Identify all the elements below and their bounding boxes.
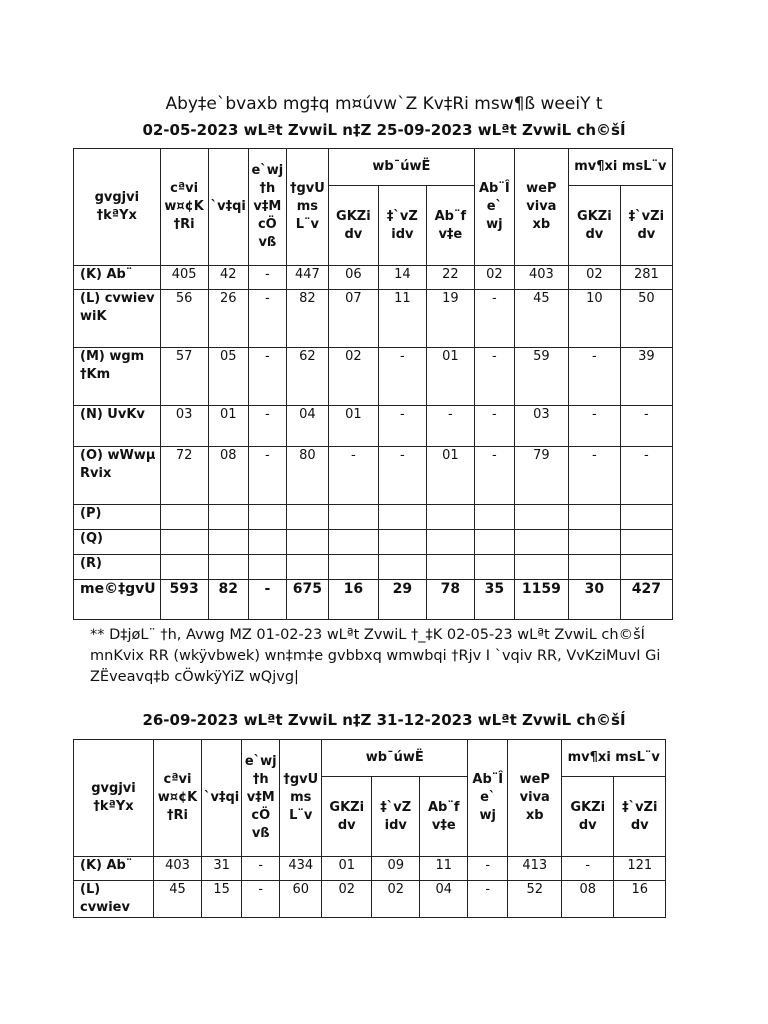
- row-label: (N) UvKv: [74, 406, 161, 447]
- total-cell: 78: [426, 580, 474, 620]
- header-evidence-two-sided: ‡`vZi dv: [614, 777, 666, 857]
- table-cell: 45: [154, 881, 202, 918]
- header-transfer-in: e`wj †h v‡M cÖ vß: [248, 149, 286, 266]
- total-cell: 82: [208, 580, 248, 620]
- header-total: †gvU ms L¨v: [286, 149, 328, 266]
- total-cell: 16: [328, 580, 378, 620]
- table-cell: -: [474, 290, 514, 348]
- table-cell: 16: [614, 881, 666, 918]
- header-evidence-one-sided: GKZi dv: [568, 186, 620, 266]
- header-evidence-two-sided: ‡`vZi dv: [620, 186, 672, 266]
- table-cell: -: [248, 447, 286, 505]
- table-cell: [620, 530, 672, 555]
- table-cell: 82: [286, 290, 328, 348]
- header-transfer-out: Ab¨Î e` wj: [474, 149, 514, 266]
- table-cell: 72: [160, 447, 208, 505]
- total-cell: 593: [160, 580, 208, 620]
- table-cell: 31: [202, 857, 242, 881]
- row-label: (M) wgm †Km: [74, 348, 161, 406]
- table-cell: 01: [208, 406, 248, 447]
- table-cell: [568, 505, 620, 530]
- table-cell: -: [248, 348, 286, 406]
- table-cell: 56: [160, 290, 208, 348]
- table-cell: 45: [514, 290, 568, 348]
- table-cell: 07: [328, 290, 378, 348]
- table-cell: 11: [378, 290, 426, 348]
- table-row: [74, 290, 673, 348]
- table-row: [74, 447, 673, 505]
- table-cell: -: [328, 447, 378, 505]
- table-cell: 01: [426, 348, 474, 406]
- header-pending: weP viva xb: [508, 740, 562, 857]
- total-cell: 30: [568, 580, 620, 620]
- table-cell: [248, 555, 286, 580]
- table-cell: [208, 505, 248, 530]
- row-label: (Q): [74, 530, 161, 555]
- table-cell: -: [620, 447, 672, 505]
- table-cell: [208, 555, 248, 580]
- table-cell: -: [248, 406, 286, 447]
- table-cell: -: [242, 881, 280, 918]
- total-cell: -: [248, 580, 286, 620]
- table-cell: 01: [322, 857, 372, 881]
- table-cell: [248, 530, 286, 555]
- table-cell: 19: [426, 290, 474, 348]
- header-disposal-group: wb¯úwË: [322, 740, 468, 777]
- table-cell: [568, 555, 620, 580]
- header-disposal-contested: GKZi dv: [322, 777, 372, 857]
- table-cell: 03: [514, 406, 568, 447]
- table-cell: 281: [620, 266, 672, 290]
- table-cell: [568, 530, 620, 555]
- table-cell: 01: [426, 447, 474, 505]
- header-disposal-other: Ab¨f v‡e: [426, 186, 474, 266]
- table-cell: 02: [328, 348, 378, 406]
- row-label: (K) Ab¨: [74, 857, 154, 881]
- table-cell: 434: [280, 857, 322, 881]
- table-cell: -: [620, 406, 672, 447]
- table-cell: [378, 505, 426, 530]
- table-cell: [474, 505, 514, 530]
- total-cell: 1159: [514, 580, 568, 620]
- table-cell: -: [568, 447, 620, 505]
- table-cell: 15: [202, 881, 242, 918]
- table-cell: [378, 555, 426, 580]
- row-label: (O) wWwµ Rvix: [74, 447, 161, 505]
- table-cell: 59: [514, 348, 568, 406]
- table-cell: 22: [426, 266, 474, 290]
- table-cell: -: [378, 447, 426, 505]
- header-disposal-other: Ab¨f v‡e: [420, 777, 468, 857]
- table-cell: [160, 530, 208, 555]
- table-cell: 80: [286, 447, 328, 505]
- table-cell: [286, 505, 328, 530]
- header-total: †gvU ms L¨v: [280, 740, 322, 857]
- table-cell: 121: [614, 857, 666, 881]
- table-cell: 02: [474, 266, 514, 290]
- period-heading-2: 26-09-2023 wLªt ZvwiL n‡Z 31-12-2023 wLªt ZvwiL ch©šÍ: [142, 711, 626, 729]
- table-cell: 42: [208, 266, 248, 290]
- table-cell: 60: [280, 881, 322, 918]
- table-cell: -: [568, 406, 620, 447]
- header-filed: `v‡qi: [202, 740, 242, 857]
- table-cell: -: [378, 406, 426, 447]
- case-statistics-table-2: [73, 739, 666, 918]
- table-cell: 405: [160, 266, 208, 290]
- period-heading-1: 02-05-2023 wLªt ZvwiL n‡Z 25-09-2023 wLªt ZvwiL ch©šÍ: [142, 121, 626, 139]
- header-disposal-uncontested: ‡`vZ idv: [378, 186, 426, 266]
- table-cell: 413: [508, 857, 562, 881]
- total-cell: 29: [378, 580, 426, 620]
- table-cell: 10: [568, 290, 620, 348]
- table-cell: [620, 555, 672, 580]
- table-cell: [514, 505, 568, 530]
- table-row: [74, 857, 666, 881]
- table-cell: -: [378, 348, 426, 406]
- header-received: cªvi w¤¢K †Ri: [160, 149, 208, 266]
- table-row: [74, 555, 673, 580]
- total-label: me©‡gvU: [74, 580, 161, 620]
- table-cell: 62: [286, 348, 328, 406]
- table-cell: [328, 530, 378, 555]
- table-cell: -: [468, 857, 508, 881]
- table-cell: 08: [562, 881, 614, 918]
- table-cell: 08: [208, 447, 248, 505]
- table-cell: 50: [620, 290, 672, 348]
- row-label: (K) Ab¨: [74, 266, 161, 290]
- document-title: Aby‡e`bvaxb mg‡q m¤úvw`Z Kv‡Ri msw¶ß weeiY t: [165, 94, 603, 114]
- table-row: [74, 505, 673, 530]
- table-cell: -: [426, 406, 474, 447]
- table-cell: [426, 555, 474, 580]
- table-cell: [514, 555, 568, 580]
- table-cell: 447: [286, 266, 328, 290]
- header-disposal-group: wb¯úwË: [328, 149, 474, 186]
- table-row: [74, 266, 673, 290]
- total-cell: 427: [620, 580, 672, 620]
- header-evidence-group: mv¶xi msL¨v: [562, 740, 666, 777]
- header-pending: weP viva xb: [514, 149, 568, 266]
- table-cell: [328, 555, 378, 580]
- table-cell: [620, 505, 672, 530]
- table2-body: [74, 857, 666, 918]
- table-row: [74, 406, 673, 447]
- table-cell: 09: [372, 857, 420, 881]
- table-cell: -: [248, 266, 286, 290]
- row-label: (L) cvwiev wiK: [74, 290, 161, 348]
- table-cell: 06: [328, 266, 378, 290]
- row-label: (P): [74, 505, 161, 530]
- table-cell: [160, 555, 208, 580]
- table-cell: 403: [514, 266, 568, 290]
- row-label: (L) cvwiev: [74, 881, 154, 918]
- table-cell: -: [248, 290, 286, 348]
- total-cell: 675: [286, 580, 328, 620]
- table-cell: [474, 530, 514, 555]
- table-cell: 04: [420, 881, 468, 918]
- table-cell: 52: [508, 881, 562, 918]
- table-cell: -: [468, 881, 508, 918]
- table-cell: 79: [514, 447, 568, 505]
- header-case-category: gvgjvi †kªYx: [74, 149, 161, 266]
- table-cell: 403: [154, 857, 202, 881]
- table-cell: 01: [328, 406, 378, 447]
- table-cell: [378, 530, 426, 555]
- table-cell: 04: [286, 406, 328, 447]
- total-cell: 35: [474, 580, 514, 620]
- table-cell: [328, 505, 378, 530]
- table-cell: 14: [378, 266, 426, 290]
- header-case-category: gvgjvi †kªYx: [74, 740, 154, 857]
- table-cell: [160, 505, 208, 530]
- table-cell: [514, 530, 568, 555]
- table-cell: 39: [620, 348, 672, 406]
- table-cell: 05: [208, 348, 248, 406]
- header-transfer-in: e`wj †h v‡M cÖ vß: [242, 740, 280, 857]
- table-cell: -: [474, 348, 514, 406]
- table-cell: 26: [208, 290, 248, 348]
- table-cell: [286, 530, 328, 555]
- table-cell: -: [562, 857, 614, 881]
- header-disposal-contested: GKZi dv: [328, 186, 378, 266]
- table-cell: [426, 505, 474, 530]
- case-statistics-table-1: [73, 148, 673, 620]
- table-cell: 03: [160, 406, 208, 447]
- table-cell: 57: [160, 348, 208, 406]
- table-cell: -: [474, 406, 514, 447]
- header-filed: `v‡qi: [208, 149, 248, 266]
- table-cell: [208, 530, 248, 555]
- header-evidence-one-sided: GKZi dv: [562, 777, 614, 857]
- table-cell: -: [242, 857, 280, 881]
- header-evidence-group: mv¶xi msL¨v: [568, 149, 672, 186]
- table-cell: -: [474, 447, 514, 505]
- table-cell: 02: [372, 881, 420, 918]
- table-cell: [474, 555, 514, 580]
- table-row: [74, 881, 666, 918]
- table-cell: -: [568, 348, 620, 406]
- table-cell: [248, 505, 286, 530]
- table-cell: [286, 555, 328, 580]
- table-row: [74, 348, 673, 406]
- table-cell: [426, 530, 474, 555]
- row-label: (R): [74, 555, 161, 580]
- table1-body: [74, 266, 673, 620]
- table-row: [74, 530, 673, 555]
- total-row: [74, 580, 673, 620]
- table-cell: 11: [420, 857, 468, 881]
- header-disposal-uncontested: ‡`vZ idv: [372, 777, 420, 857]
- footnote: ** D‡jøL¨ †h, Avwg MZ 01-02-23 wLªt ZvwiL †_‡K 02-05-23 wLªt ZvwiL ch©šÍ mnKvix RR (wkÿvbwek) wn‡m‡e gvbbxq wmwbqi †Rjv I `vqiv RR, VvKziMuvI Gi ZËveavq‡b cÖwkÿYiZ wQjvg|: [90, 627, 661, 685]
- table-cell: 02: [568, 266, 620, 290]
- header-received: cªvi w¤¢K †Ri: [154, 740, 202, 857]
- header-transfer-out: Ab¨Î e` wj: [468, 740, 508, 857]
- table-cell: 02: [322, 881, 372, 918]
